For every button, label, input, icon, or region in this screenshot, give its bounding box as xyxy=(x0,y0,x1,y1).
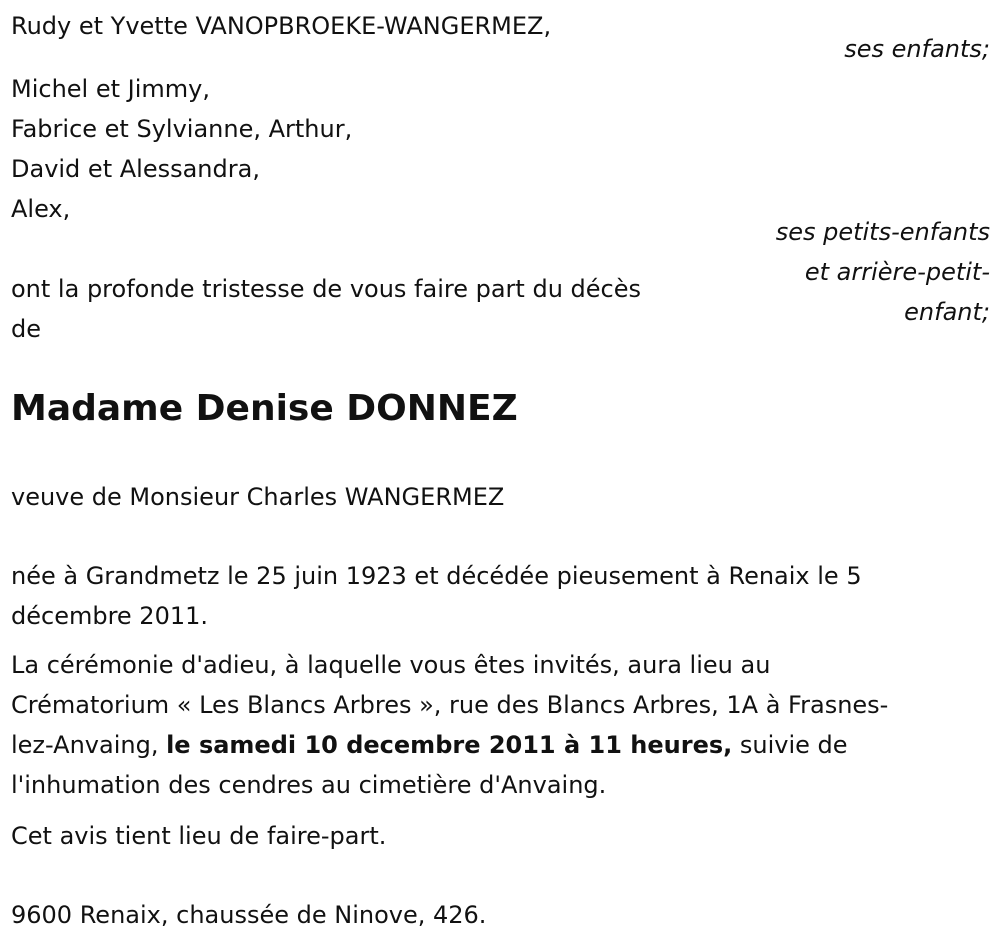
grandchildren-role: ses petits-enfants xyxy=(775,218,990,246)
birth-death: née à Grandmetz le 25 juin 1923 et décédée pieusement à Renaix le 5 xyxy=(11,562,862,590)
deceased-name: Madame Denise DONNEZ xyxy=(11,388,518,429)
grandchild-line: Michel et Jimmy, xyxy=(11,75,210,103)
announcement-text: ont la profonde tristesse de vous faire part du décès xyxy=(11,275,641,303)
grandchildren-role: et arrière-petit- xyxy=(804,258,990,286)
grandchildren-role: enfant; xyxy=(904,298,990,326)
grandchild-line: Alex, xyxy=(11,195,71,223)
address: 9600 Renaix, chaussée de Ninove, 426. xyxy=(11,901,487,929)
birth-death: décembre 2011. xyxy=(11,602,209,630)
notice-text: Cet avis tient lieu de faire-part. xyxy=(11,822,387,850)
ceremony-followup: suivie de xyxy=(732,731,848,759)
children-names: Rudy et Yvette VANOPBROEKE-WANGERMEZ, xyxy=(11,12,552,40)
grandchild-line: David et Alessandra, xyxy=(11,155,260,183)
ceremony-text xyxy=(11,725,848,765)
announcement-text: de xyxy=(11,315,41,343)
ceremony-text: l'inhumation des cendres au cimetière d'Anvaing. xyxy=(11,771,607,799)
ceremony-date: le samedi 10 decembre 2011 à 11 heures, xyxy=(166,731,733,759)
grandchild-line: Fabrice et Sylvianne, Arthur, xyxy=(11,115,353,143)
children-role: ses enfants; xyxy=(844,35,990,63)
ceremony-text: La cérémonie d'adieu, à laquelle vous êtes invités, aura lieu au xyxy=(11,651,771,679)
ceremony-text: Crématorium « Les Blancs Arbres », rue des Blancs Arbres, 1A à Frasnes- xyxy=(11,691,889,719)
widow-of: veuve de Monsieur Charles WANGERMEZ xyxy=(11,483,505,511)
ceremony-place: lez-Anvaing, xyxy=(11,731,167,759)
